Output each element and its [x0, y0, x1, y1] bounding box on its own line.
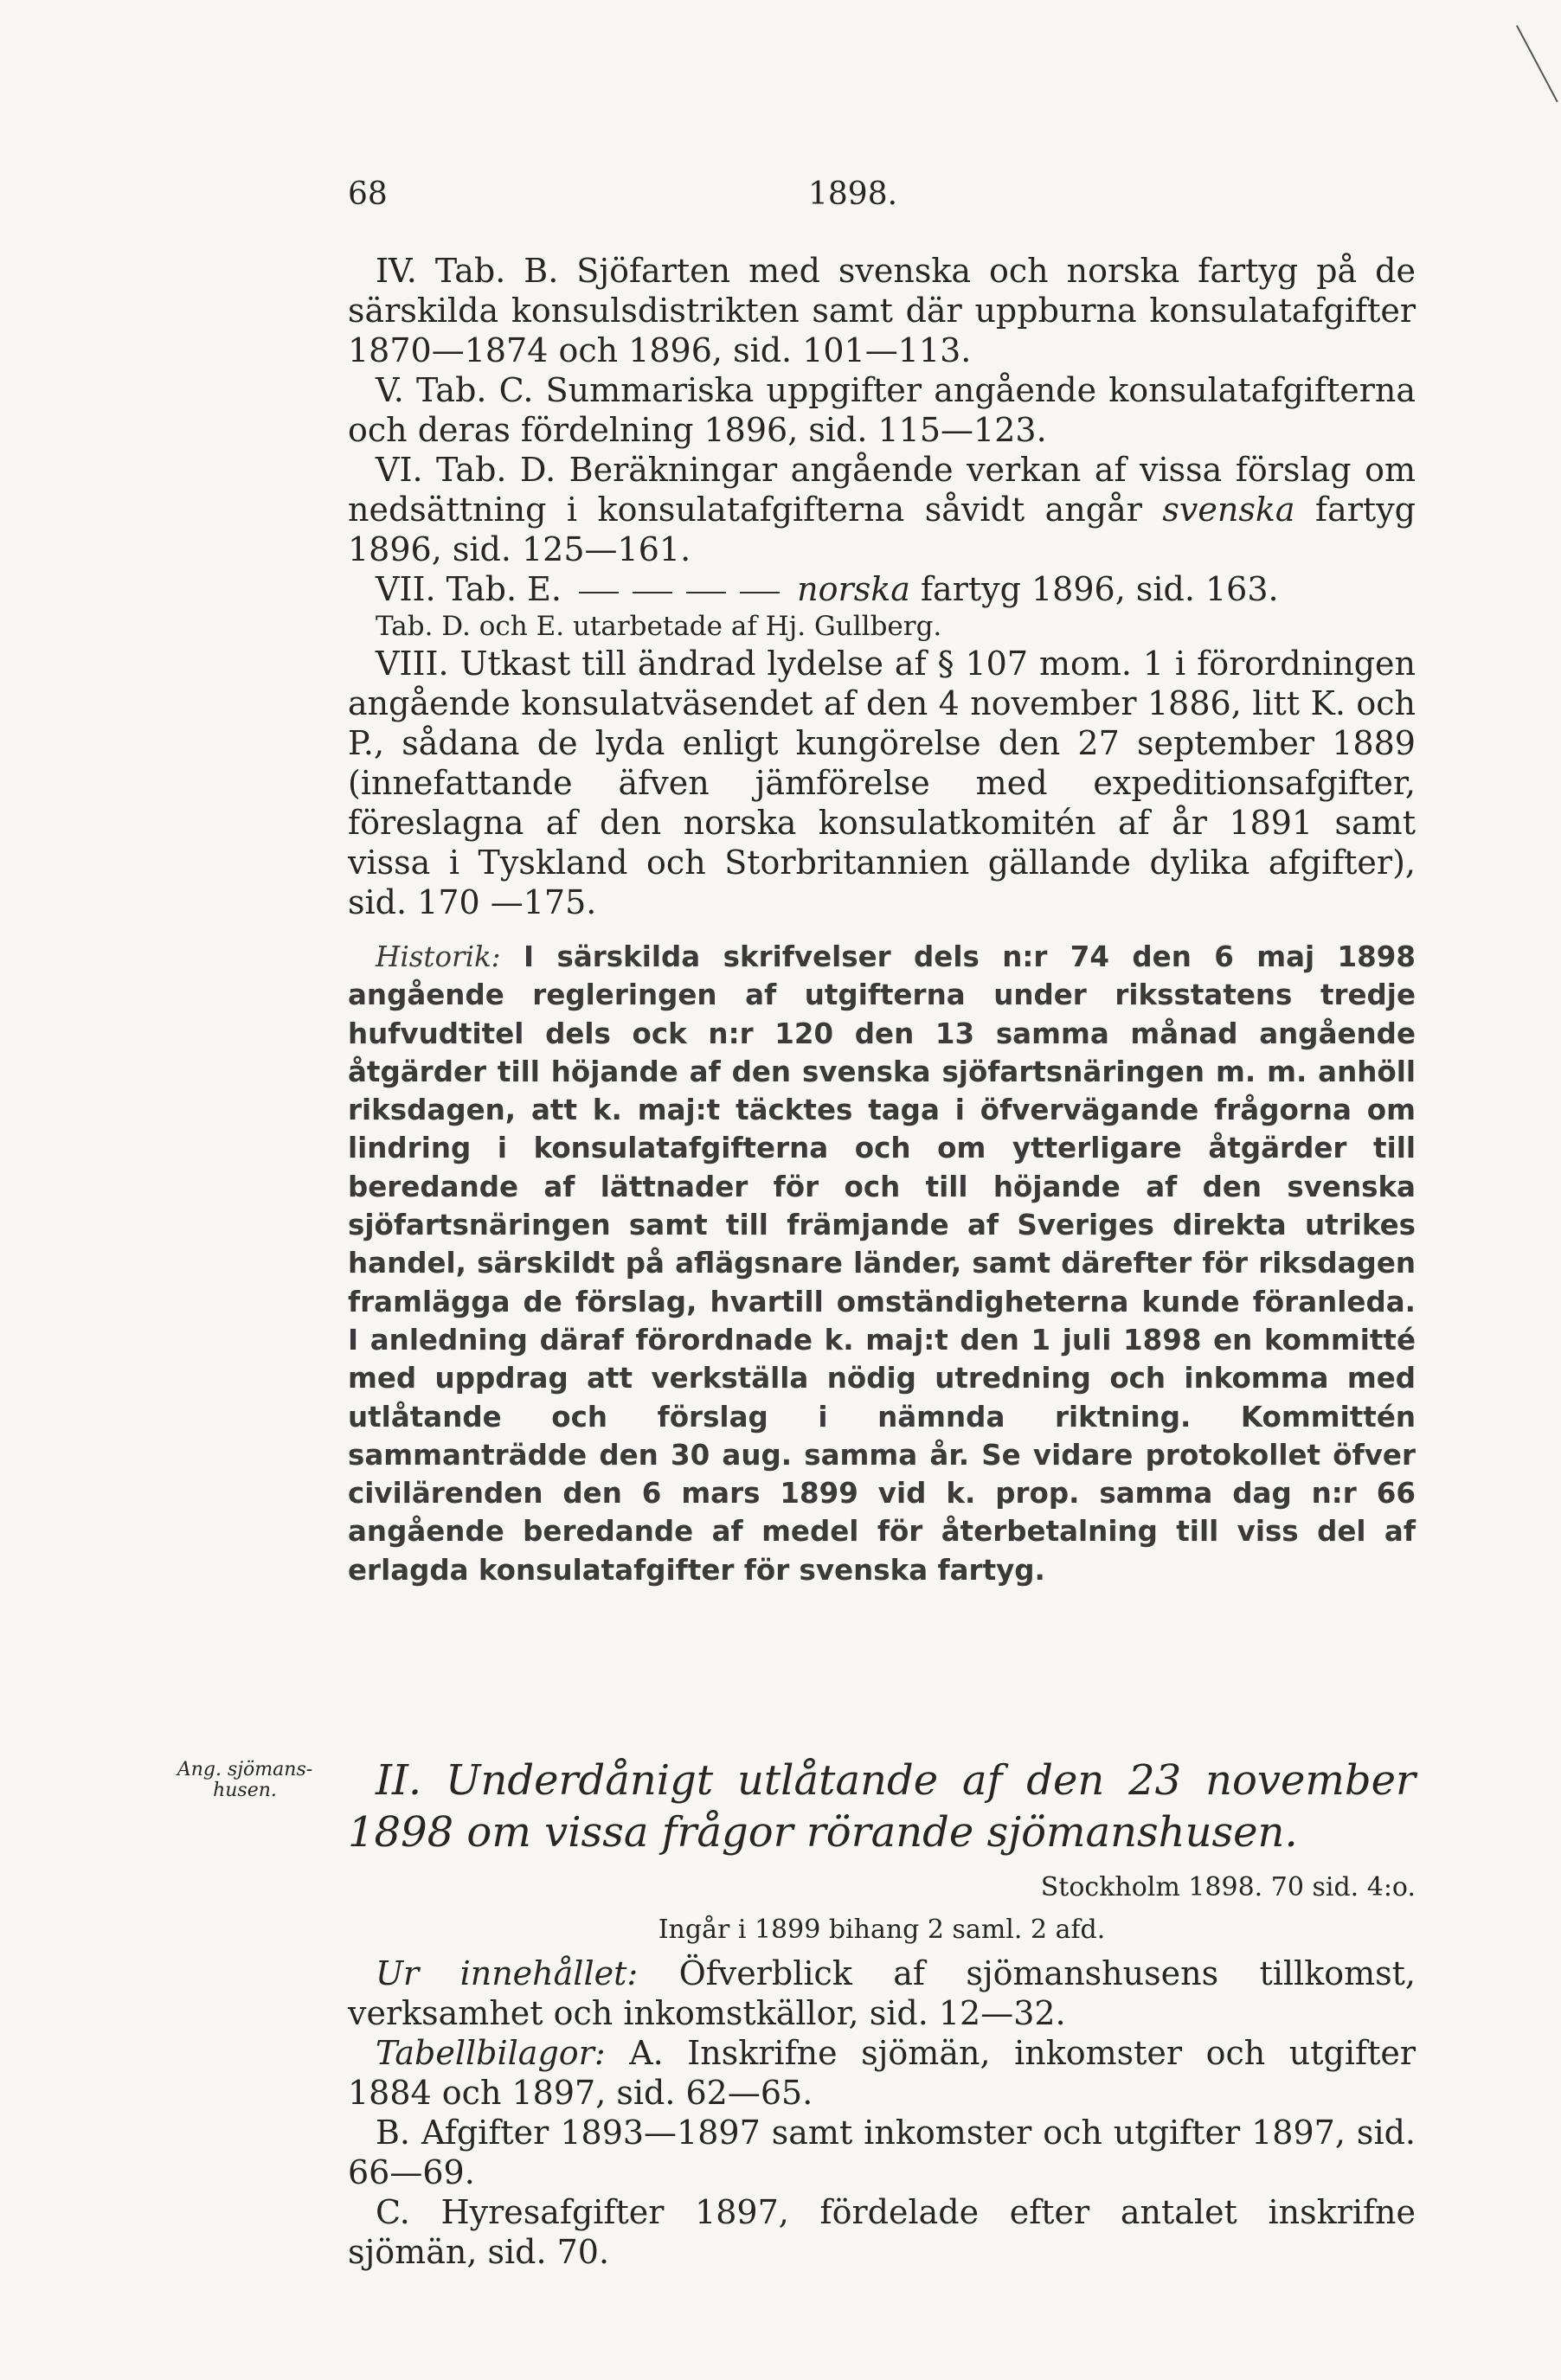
- scan-mark: [1516, 25, 1558, 102]
- historik-block: [348, 938, 1416, 1589]
- header-year: 1898.: [808, 176, 898, 212]
- section-vii: [348, 569, 1416, 609]
- historik-text: I särskilda skrifvelser dels n:r 74 den 6 maj 1898 angående regleringen af utgifterna under riksstatens tredje hufvudtitel dels ock n:r 120 den 13 samma månad angående åtgärder till höjande af den svenska sjöfartsnäringen m. m. anhöll riksdagen, att k. maj:t täcktes taga i öfvervägande frågorna om lindring i konsulatafgifterna och om ytterligare åtgärder till beredande af lättnader för och till höjande af den svenska sjöfartsnäringen samt till främjande af Sveriges direkta utrikes handel, särskildt på aflägsnare länder, samt därefter för riksdagen framlägga de förslag, hvartill omständigheterna kunde föranleda. I anledning däraf förordnade k. maj:t den 1 juli 1898 en kommitté med uppdrag att verkställa nödig utredning och inkomma med utlåtande och förslag i nämnda riktning. Kommittén sammanträdde den 30 aug. samma år. Se vidare protokollet öfver civilärenden den 6 mars 1899 vid k. prop. samma dag n:r 66 angående beredande af medel för återbetalning till viss del af erlagda konsulatafgifter för svenska fartyg.: [348, 940, 1416, 1587]
- section-iv: IV. Tab. B. Sjöfarten med svenska och norska fartyg på de särskilda konsulsdistrikten samt där uppburna konsulatafgifter 1870—1874 och 1896, sid. 101—113.: [348, 252, 1416, 369]
- section-vii-italic: norska: [797, 570, 910, 608]
- tabellbilaga-b: B. Afgifter 1893—1897 samt inkomster och utgifter 1897, sid. 66—69.: [348, 2114, 1416, 2191]
- contents: [348, 1953, 1416, 2272]
- ditto-dash: [686, 592, 726, 593]
- report-title: II. Underdånigt utlåtande af den 23 november 1898 om vissa frågor rörande sjömanshusen.: [348, 1756, 1416, 1857]
- section-vii-text: VII. Tab. E.: [376, 570, 562, 608]
- historik-lead: Historik:: [376, 940, 501, 973]
- innehall-text: Öfverblick af sjömanshusens tillkomst, verksamhet och inkomstkällor, sid. 12—32.: [348, 1954, 1416, 2032]
- margin-note-line1: Ang. sjömans-: [177, 1759, 313, 1780]
- tabellbilaga-c: C. Hyresafgifter 1897, fördelade efter antalet inskrifne sjömän, sid. 70.: [348, 2193, 1416, 2271]
- ingar-line: Ingår i 1899 bihang 2 saml. 2 afd.: [658, 1915, 1106, 1945]
- section-viii: VIII. Utkast till ändrad lydelse af § 107 mom. 1 i förordningen angående konsulatväsendet af den 4 november 1886, litt K. och P., sådana de lyda enligt kungörelse den 27 september 1889 (innefattande äfven jämförelse med expeditionsafgifter, föreslagna af den norska konsulatkomitén af år 1891 samt vissa i Tyskland och Storbritannien gällande dylika afgifter), sid. 170 —175.: [348, 645, 1416, 921]
- tabellbilaga-a: A. Inskrifne sjömän, inkomster och utgifter 1884 och 1897, sid. 62—65.: [348, 2034, 1416, 2112]
- margin-note: [163, 1760, 327, 1801]
- tabellbilagor: [348, 2033, 1416, 2113]
- historik-paragraph: [348, 938, 1416, 1589]
- ditto-dash: [633, 592, 672, 593]
- innehall-lead: Ur innehållet:: [376, 1954, 639, 1992]
- section-vi: [348, 450, 1416, 569]
- tabellbilagor-lead: Tabellbilagor:: [376, 2034, 606, 2072]
- section-vi-italic: svenska: [1162, 491, 1295, 529]
- innehall: [348, 1953, 1416, 2033]
- section-vi-tail: fartyg 1896, sid. 125—161.: [348, 491, 1416, 568]
- ditto-dash: [579, 592, 619, 593]
- section-v: V. Tab. C. Summariska uppgifter angående konsulatafgifterna och deras fördelning 1896, sid. 115—123.: [348, 371, 1416, 449]
- ditto-dash: [740, 592, 780, 593]
- report-entry: [348, 1755, 1416, 2272]
- table-list: [348, 251, 1416, 922]
- page-number: 68: [348, 176, 388, 212]
- publication-line: Stockholm 1898. 70 sid. 4:o.: [1040, 1872, 1416, 1902]
- tab-note: Tab. D. och E. utarbetade af Hj. Gullberg.: [376, 611, 942, 642]
- section-vi-text: VI. Tab. D. Beräkningar angående verkan af vissa förslag om nedsättning i konsulatafgifterna såvidt angår: [348, 451, 1416, 529]
- section-vii-tail: fartyg 1896, sid. 163.: [920, 570, 1279, 608]
- margin-note-line2: husen.: [213, 1780, 277, 1801]
